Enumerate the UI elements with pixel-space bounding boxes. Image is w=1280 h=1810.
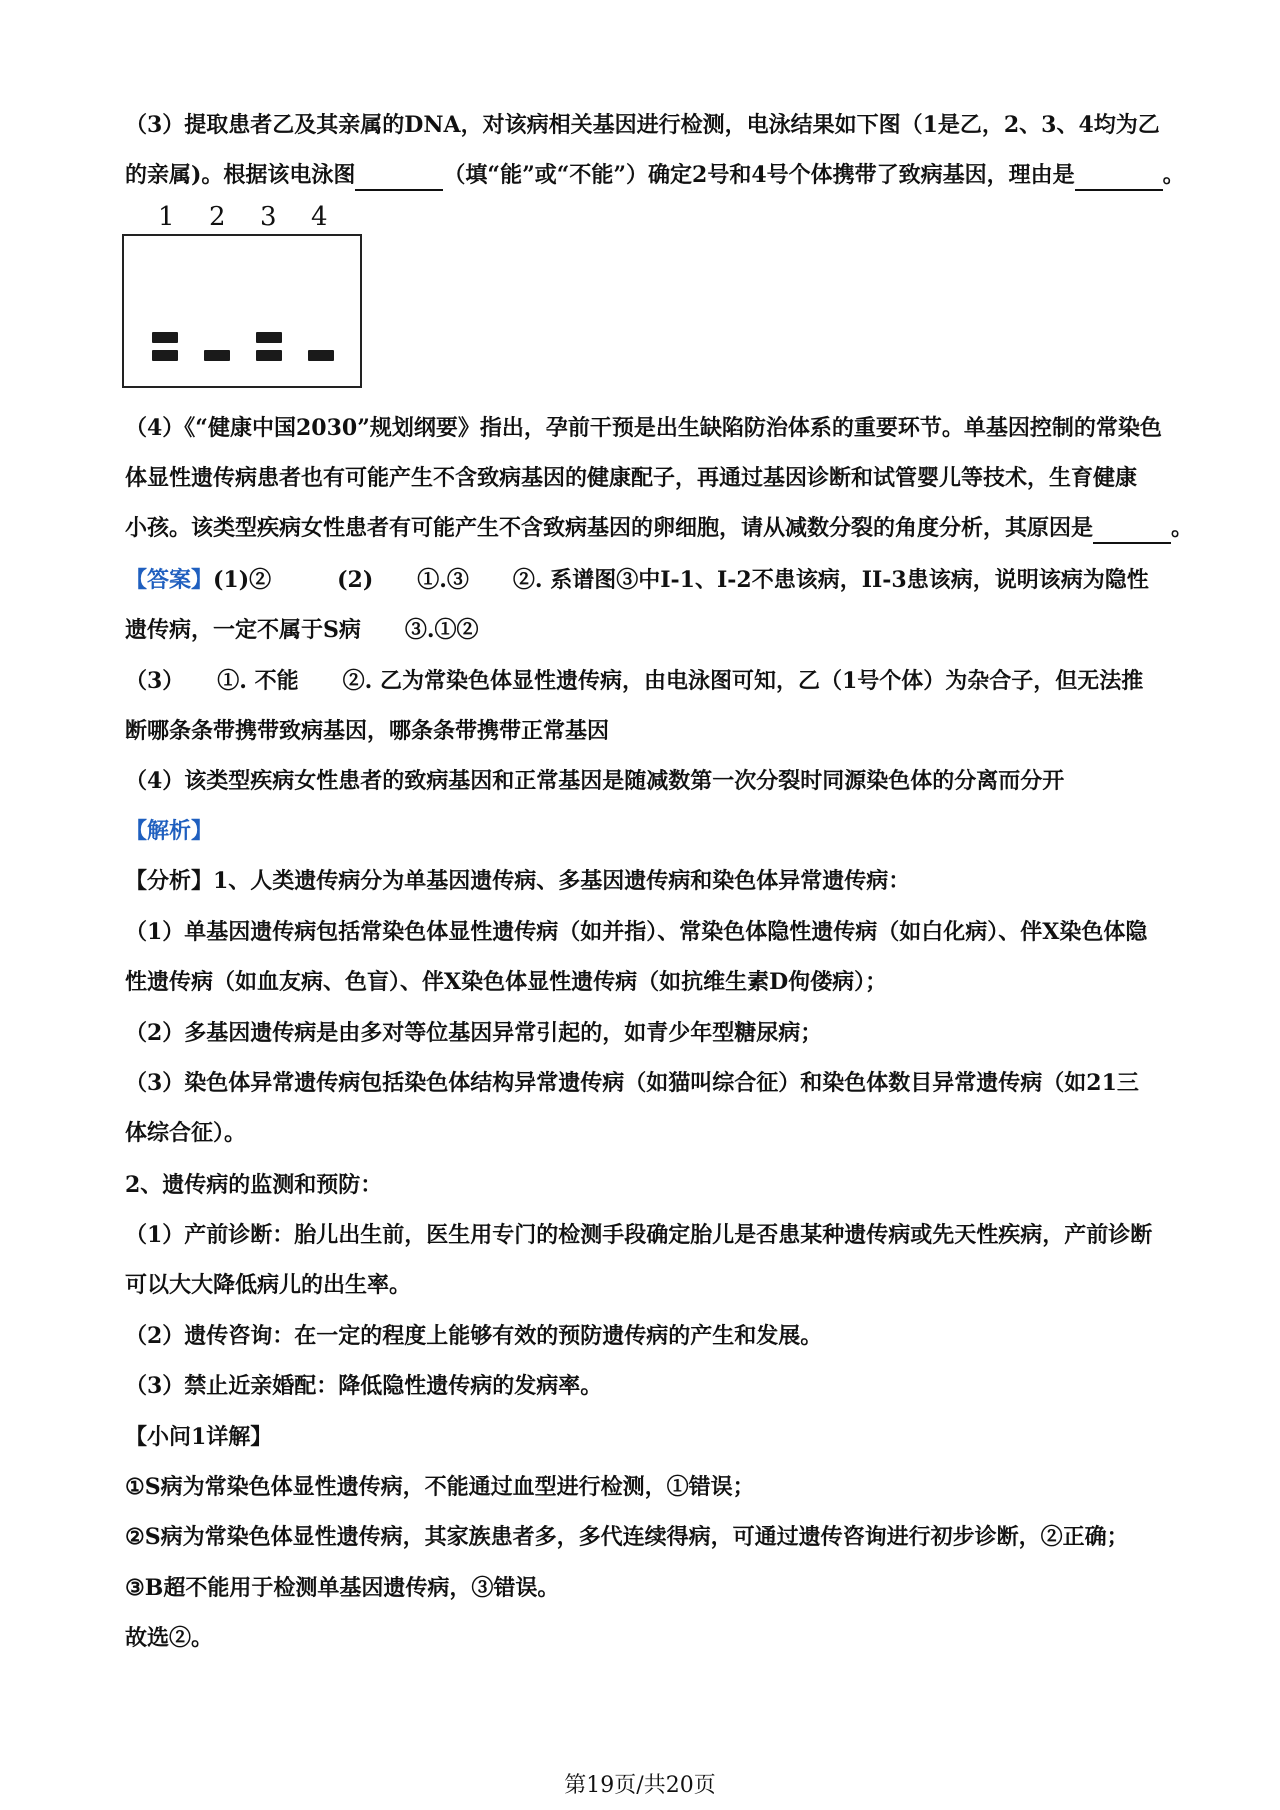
gel-lane-label: 3 (260, 202, 277, 232)
text-segment: （4）该类型疾病女性患者的致病基因和正常基因是随减数第一次分裂时同源染色体的分离而分开 (125, 768, 1065, 794)
text-segment: ①S病为常染色体显性遗传病，不能通过血型进行检测，①错误； (125, 1474, 755, 1500)
answer-blank (355, 165, 443, 191)
text-segment: （填“能”或“不能”）确定2号和4号个体携带了致病基因，理由是 (443, 162, 1075, 188)
text-line-xiaowen1 (125, 1422, 1165, 1453)
text-segment: 故选②。 (125, 1625, 214, 1651)
text-line-q3-line1 (125, 110, 1165, 141)
text-line-ans-line2 (125, 615, 1165, 646)
gel-lane-label: 1 (158, 202, 175, 232)
answer-blank (1075, 165, 1163, 191)
text-segment: （3）禁止近亲婚配：降低隐性遗传病的发病率。 (125, 1373, 603, 1399)
text-line-fenxi-10 (125, 1321, 1165, 1352)
text-line-fenxi-7 (125, 1170, 1165, 1201)
text-segment: （2）多基因遗传病是由多对等位基因异常引起的，如青少年型糖尿病； (125, 1020, 823, 1046)
text-line-fenxi-4 (125, 1018, 1165, 1049)
gel-lane-labels (150, 202, 350, 232)
text-line-q3-line2 (125, 160, 1185, 191)
text-segment: 的亲属)。根据该电泳图 (125, 162, 356, 188)
text-line-ans-line4 (125, 716, 1165, 747)
gel-band-lane3-lower (256, 350, 282, 361)
text-line-fenxi-3 (125, 967, 1165, 998)
text-line-fenxi-2 (125, 917, 1165, 948)
text-segment: 。 (1171, 515, 1194, 541)
text-line-fenxi-1 (125, 866, 1165, 897)
text-segment: 可以大大降低病儿的出生率。 (125, 1272, 412, 1298)
text-segment: （3）提取患者乙及其亲属的DNA，对该病相关基因进行检测，电泳结果如下图（1是乙，2、3、4均为乙 (125, 112, 1160, 138)
text-line-detail-3 (125, 1573, 1165, 1604)
text-line-fenxi-6 (125, 1118, 1165, 1149)
text-line-ans-line1 (125, 565, 1165, 596)
text-segment: （1）产前诊断：胎儿出生前，医生用专门的检测手段确定胎儿是否患某种遗传病或先天性疾病，产前诊断 (125, 1222, 1153, 1248)
text-segment: （3） ①. 不能 ②. 乙为常染色体显性遗传病，由电泳图可知，乙（1号个体）为杂合子，但无法推 (125, 668, 1144, 694)
text-segment: 体显性遗传病患者也有可能产生不含致病基因的健康配子，再通过基因诊断和试管婴儿等技术，生育健康 (125, 465, 1138, 491)
text-segment: （4）《“健康中国2030”规划纲要》指出，孕前干预是出生缺陷防治体系的重要环节。单基因控制的常染色 (125, 415, 1162, 441)
answer-blank (1093, 518, 1171, 544)
text-segment: 【解析】 (125, 818, 214, 844)
text-line-detail-2 (125, 1522, 1165, 1553)
text-segment: (1)② (2) ①.③ ②. 系谱图③中I-1、I-2不患该病，II-3患该病，说明该病为隐性 (213, 567, 1149, 593)
text-segment: 性遗传病（如血友病、色盲）、伴X染色体显性遗传病（如抗维生素D佝偻病）； (125, 969, 888, 995)
gel-band-lane1-lower (152, 350, 178, 361)
text-line-ans-line3 (125, 666, 1165, 697)
text-segment: 【答案】 (125, 567, 214, 593)
text-segment: （2）遗传咨询：在一定的程度上能够有效的预防遗传病的产生和发展。 (125, 1323, 823, 1349)
electrophoresis-gel (122, 234, 362, 388)
text-line-q4-line3 (125, 513, 1194, 544)
gel-lane-label: 4 (311, 202, 328, 232)
text-line-detail-4 (125, 1623, 1165, 1654)
text-segment: （3）染色体异常遗传病包括染色体结构异常遗传病（如猫叫综合征）和染色体数目异常遗传病（如21三 (125, 1070, 1139, 1096)
text-line-fenxi-8 (125, 1220, 1165, 1251)
text-line-q4-line1 (125, 413, 1165, 444)
gel-band-lane2 (204, 350, 230, 361)
gel-band-lane4 (308, 350, 334, 361)
text-segment: 2、遗传病的监测和预防： (125, 1172, 383, 1198)
gel-lane-label: 2 (209, 202, 226, 232)
text-line-ans-line5 (125, 766, 1165, 797)
text-segment: 遗传病，一定不属于S病 ③.①② (125, 617, 479, 643)
text-segment: （1）单基因遗传病包括常染色体显性遗传病（如并指）、常染色体隐性遗传病（如白化病）、伴X染色体隐 (125, 919, 1148, 945)
text-line-q4-line2 (125, 463, 1165, 494)
text-line-fenxi-11 (125, 1371, 1165, 1402)
text-segment: 【分析】1、人类遗传病分为单基因遗传病、多基因遗传病和染色体异常遗传病： (125, 868, 911, 894)
text-segment: 小孩。该类型疾病女性患者有可能产生不含致病基因的卵细胞，请从减数分裂的角度分析，其原因是 (125, 515, 1094, 541)
text-segment: 。 (1162, 162, 1185, 188)
text-segment: ③B超不能用于检测单基因遗传病，③错误。 (125, 1575, 560, 1601)
text-segment: 【小问1详解】 (125, 1424, 273, 1450)
page-footer: 第19页/共20页 (564, 1773, 716, 1798)
text-segment: ②S病为常染色体显性遗传病，其家族患者多，多代连续得病，可通过遗传咨询进行初步诊断，②正确； (125, 1524, 1129, 1550)
gel-band-lane3-upper (256, 332, 282, 343)
text-line-fenxi-9 (125, 1270, 1165, 1301)
text-line-jiexi (125, 816, 1165, 847)
text-line-detail-1 (125, 1472, 1165, 1503)
text-line-fenxi-5 (125, 1068, 1165, 1099)
text-segment: 断哪条条带携带致病基因，哪条条带携带正常基因 (125, 718, 610, 744)
text-segment: 体综合征）。 (125, 1120, 247, 1146)
gel-band-lane1-upper (152, 332, 178, 343)
